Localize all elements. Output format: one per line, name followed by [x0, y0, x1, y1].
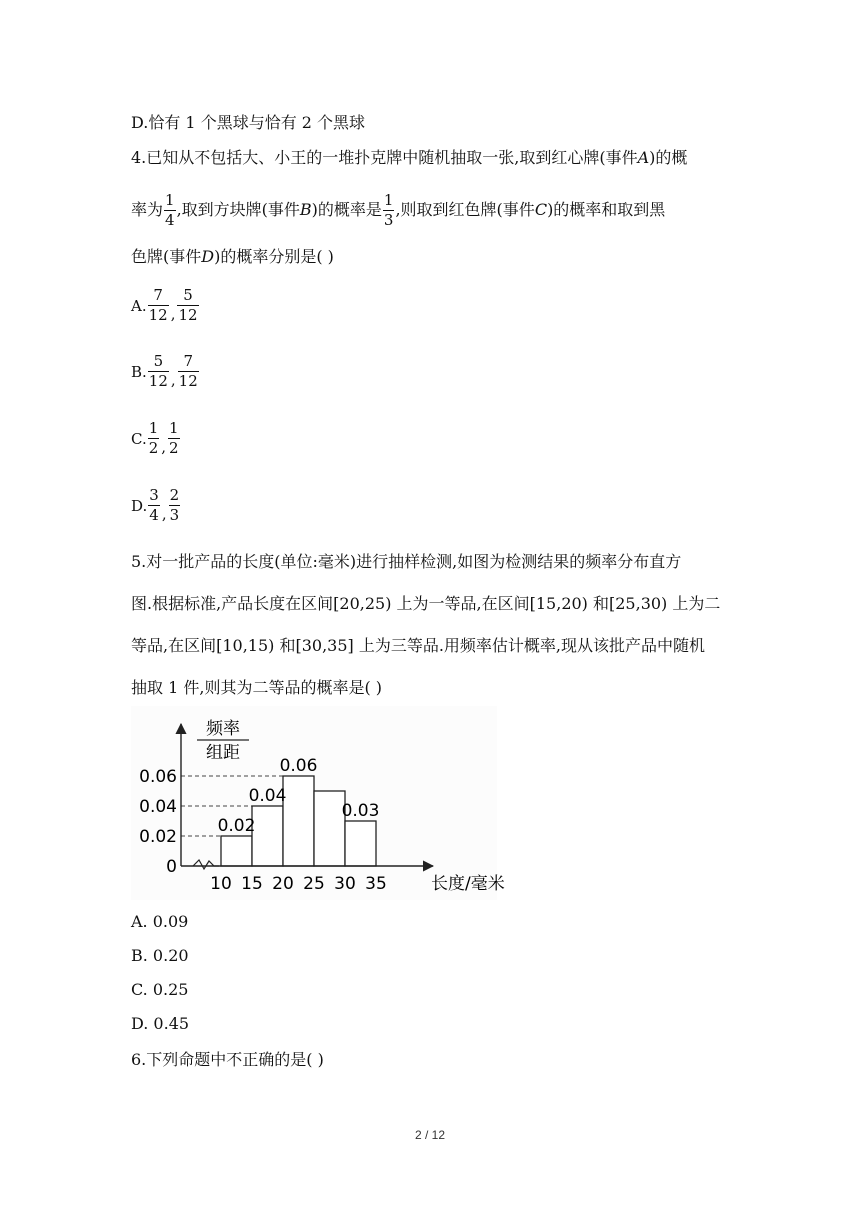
q4-text: )的概率是	[311, 200, 382, 219]
y-label-bottom: 组距	[206, 743, 240, 763]
option-letter: B.	[131, 362, 147, 381]
y-tick-label: 0.02	[139, 827, 177, 847]
comma: ,	[170, 371, 176, 389]
comma: ,	[170, 305, 176, 323]
q4-line-3	[131, 247, 334, 267]
fraction	[148, 488, 160, 523]
histogram-bar	[221, 836, 252, 866]
q4-line-1	[131, 148, 687, 168]
q5-line-4: 抽取 1 件,则其为二等品的概率是( )	[131, 678, 383, 697]
x-tick-label: 35	[365, 874, 387, 894]
fraction-numerator: 1	[148, 419, 159, 437]
fraction-denominator: 4	[165, 211, 175, 229]
histogram-bar	[345, 821, 376, 866]
x-tick-labels	[210, 874, 387, 894]
fraction-numerator: 2	[169, 486, 180, 504]
q5-option-b[interactable]: B. 0.20	[131, 946, 189, 965]
fraction	[169, 488, 181, 523]
fraction	[148, 288, 169, 323]
x-tick-label: 25	[303, 874, 325, 894]
q5-line-1: 5.对一批产品的长度(单位:毫米)进行抽样检测,如图为检测结果的频率分布直方	[131, 552, 682, 571]
event-b: B	[299, 200, 312, 219]
x-tick-label: 30	[334, 874, 356, 894]
q4-option-a[interactable]	[131, 288, 200, 323]
fraction	[178, 354, 199, 389]
q5-option-a[interactable]: A. 0.09	[131, 912, 189, 931]
comma: ,	[161, 438, 167, 456]
fraction	[148, 354, 169, 389]
q4-text: ,则取到红色牌(事件	[395, 200, 535, 219]
q5-option-c[interactable]: C. 0.25	[131, 980, 189, 999]
fraction-numerator: 3	[149, 486, 159, 504]
bar-data-label: 0.06	[279, 756, 318, 776]
q5-option-d[interactable]: D. 0.45	[131, 1014, 190, 1033]
fraction	[148, 421, 160, 456]
histogram-bar	[252, 806, 283, 866]
fraction-numerator: 5	[177, 288, 198, 306]
event-a: A	[637, 148, 650, 167]
fraction-denominator: 2	[169, 439, 179, 457]
event-c: C	[534, 200, 548, 219]
bar-data-label: 0.04	[248, 786, 287, 806]
q5-line-2: 图.根据标准,产品长度在区间[20,25) 上为一等品,在区间[15,20) 和[25,30) 上为二	[131, 594, 721, 613]
q4-text: )的概率分别是( )	[214, 247, 334, 266]
y-tick-label: 0.04	[139, 797, 177, 817]
q4-option-d[interactable]	[131, 488, 181, 523]
option-letter: C.	[131, 429, 147, 448]
fraction-one-quarter	[164, 193, 176, 228]
histogram-svg	[131, 706, 505, 900]
fraction-numerator: 7	[178, 354, 199, 372]
event-d: D	[201, 247, 215, 266]
x-tick-label: 20	[272, 874, 294, 894]
option-letter: D.	[131, 496, 148, 515]
fraction-denominator: 12	[148, 372, 168, 390]
fraction	[168, 421, 180, 456]
y-tick-labels	[139, 767, 177, 877]
fraction-numerator: 1	[383, 191, 394, 209]
y-axis-label	[197, 719, 249, 763]
y-tick-label: 0	[166, 857, 177, 877]
q4-text: 4.已知从不包括大、小王的一堆扑克牌中随机抽取一张,取到红心牌(事件	[131, 148, 638, 167]
option-letter: A.	[131, 296, 147, 315]
q6-line-1: 6.下列命题中不正确的是( )	[131, 1050, 324, 1069]
histogram-bar	[314, 791, 345, 866]
histogram-bar	[283, 776, 314, 866]
comma: ,	[161, 505, 167, 523]
q4-option-c[interactable]	[131, 421, 181, 456]
fraction-denominator: 12	[148, 306, 168, 324]
page-number: 2 / 12	[414, 1128, 446, 1142]
axis-break-zigzag	[193, 860, 219, 869]
x-tick-label: 10	[210, 874, 232, 894]
q5-line-3: 等品,在区间[10,15) 和[30,35] 上为三等品.用频率估计概率,现从该批产品中随机	[131, 636, 706, 655]
frequency-histogram	[131, 706, 505, 900]
q4-text: 色牌(事件	[131, 247, 202, 266]
y-label-top: 频率	[206, 719, 240, 739]
q4-option-b[interactable]	[131, 354, 200, 389]
fraction-denominator: 2	[148, 439, 159, 457]
x-axis-label: 长度/毫米	[431, 874, 505, 894]
x-tick-label: 15	[241, 874, 263, 894]
fraction-denominator: 12	[178, 306, 198, 324]
fraction-numerator: 1	[165, 191, 175, 209]
bar-data-label: 0.03	[341, 801, 380, 821]
q4-text: 率为	[131, 200, 164, 219]
q4-text: )的概率和取到黑	[547, 200, 666, 219]
fraction-one-third	[383, 193, 395, 228]
fraction-denominator: 12	[178, 372, 198, 390]
bar-data-label: 0.02	[217, 816, 256, 836]
q4-text: ,取到方块牌(事件	[176, 200, 300, 219]
fraction-denominator: 3	[383, 211, 394, 229]
fraction-denominator: 4	[149, 506, 159, 524]
fraction-numerator: 7	[148, 288, 169, 306]
fraction	[177, 288, 198, 323]
fraction-denominator: 3	[169, 506, 180, 524]
fraction-numerator: 1	[169, 419, 179, 437]
fraction-numerator: 5	[148, 354, 169, 372]
q4-text: )的概	[649, 148, 688, 167]
q4-line-2	[131, 190, 665, 230]
prev-option-d: D.恰有 1 个黑球与恰有 2 个黑球	[131, 113, 366, 132]
y-tick-label: 0.06	[139, 767, 177, 787]
